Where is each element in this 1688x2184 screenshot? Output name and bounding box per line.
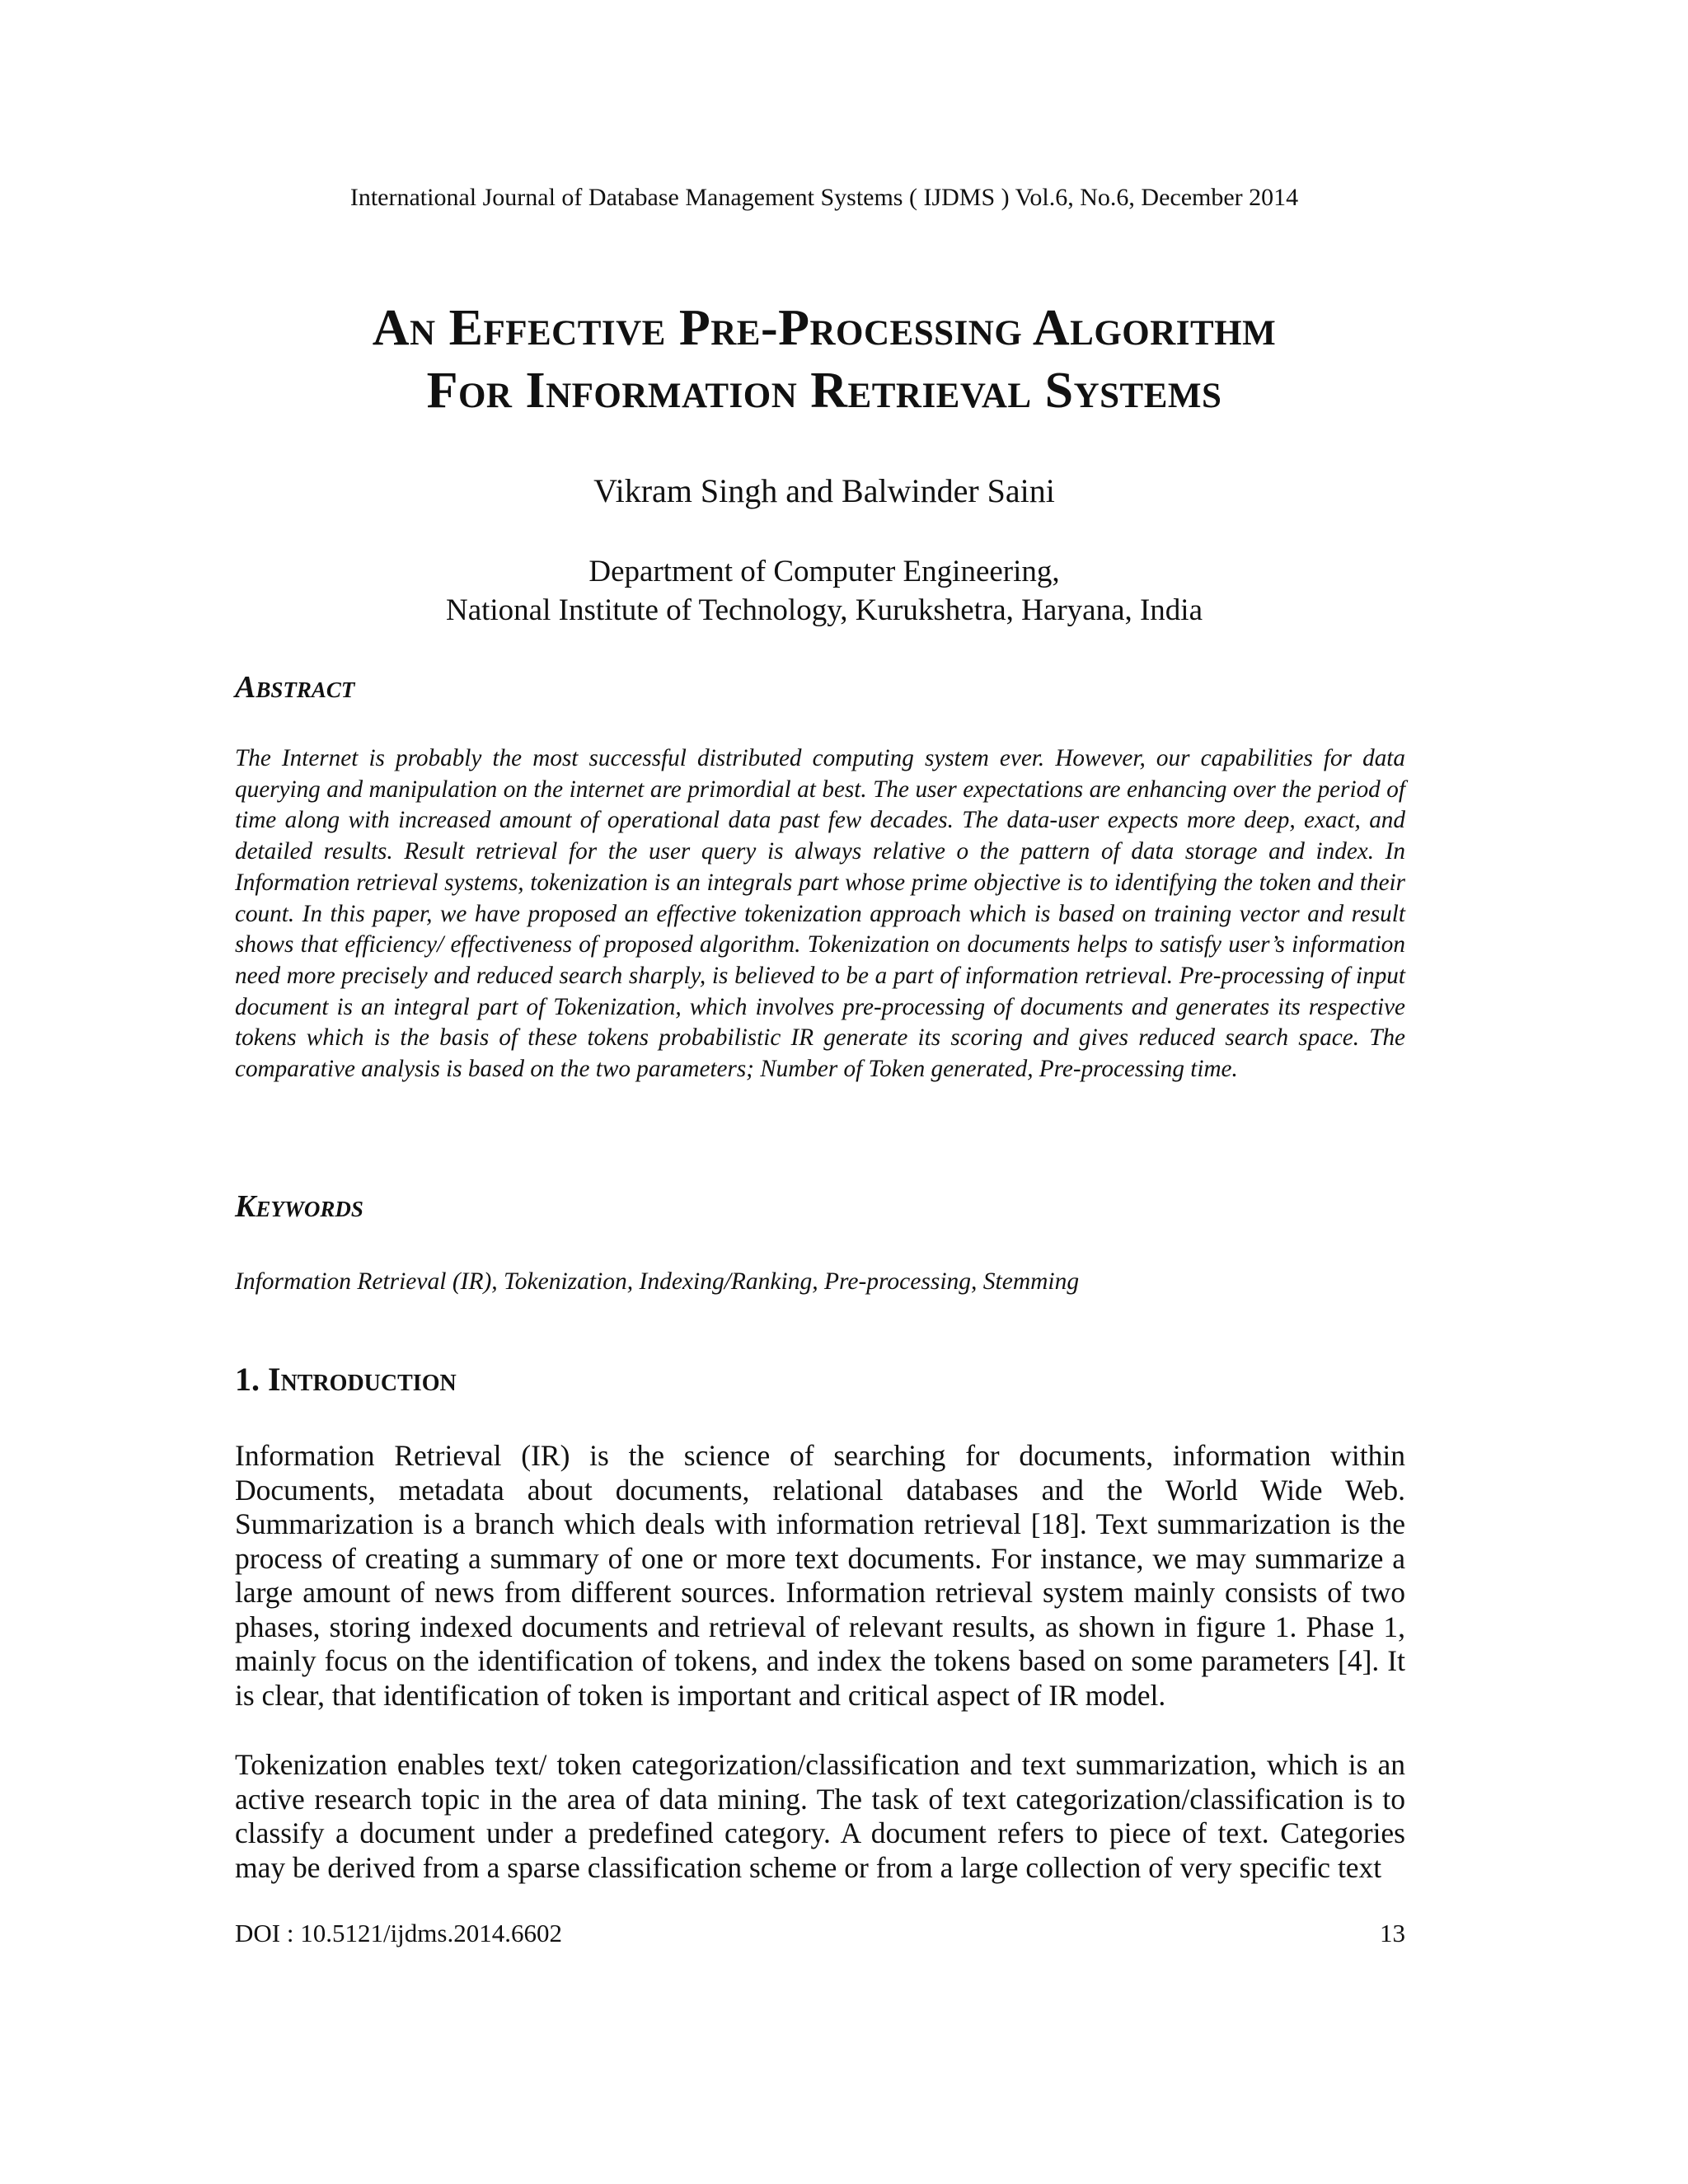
introduction-heading: 1. Introduction — [235, 1361, 457, 1398]
introduction-paragraph-1: Information Retrieval (IR) is the science of searching for documents, information within Documents, metadata about documents, relational databases and the World Wide Web. Summarization is a branch which deals with information retrieval [18]. Text summarization is the process of creating a summary of one or more text documents. For instance, we may summarize a large amount of news from different sources. Information retrieval system mainly consists of two phases, storing indexed documents and retrieval of relevant results, as shown in figure 1. Phase 1, mainly focus on the identification of tokens, and index the tokens based on some parameters [4]. It is clear, that identification of token is important and critical aspect of IR model. — [235, 1439, 1405, 1712]
affiliation — [0, 552, 1648, 630]
running-header: International Journal of Database Management Systems ( IJDMS ) Vol.6, No.6, December 2014 — [349, 184, 1299, 211]
introduction-paragraph-2: Tokenization enables text/ token categorization/classification and text summarization, which is an active research topic in the area of data mining. The task of text categorization/classification is to classify a document under a predefined category. A document refers to piece of text. Categories may be derived from a sparse classification scheme or from a large collection of very specific text — [235, 1748, 1405, 1884]
paper-title-line-1: An Effective Pre-Processing Algorithm — [372, 300, 1277, 356]
affiliation-department: Department of Computer Engineering, — [588, 555, 1060, 588]
keywords-heading: Keywords — [235, 1189, 363, 1224]
abstract-text: The Internet is probably the most successful distributed computing system ever. However, our capabilities for data querying and manipulation on the internet are primordial at best. The user expectations are enhancing over the period of time along with increased amount of operational data past few decades. The data-user expects more deep, exact, and detailed results. Result retrieval for the user query is always relative o the pattern of data storage and index. In Information retrieval systems, tokenization is an integrals part whose prime objective is to identifying the token and their count. In this paper, we have proposed an effective tokenization approach which is based on training vector and result shows that efficiency/ effectiveness of proposed algorithm. Tokenization on documents helps to satisfy user’s information need more precisely and reduced search sharply, is believed to be a part of information retrieval. Pre-processing of input document is an integral part of Tokenization, which involves pre-processing of documents and generates its respective tokens which is the basis of these tokens probabilistic IR generate its scoring and gives reduced search space. The comparative analysis is based on the two parameters; Number of Token generated, Pre-processing time. — [235, 745, 1405, 1083]
paper-title-line-2: For Information Retrieval Systems — [426, 363, 1222, 419]
page-number: 13 — [1380, 1919, 1405, 1947]
abstract-heading: Abstract — [235, 670, 355, 705]
authors: Vikram Singh and Balwinder Saini — [593, 472, 1055, 509]
paper-title — [0, 297, 1648, 422]
affiliation-institute: National Institute of Technology, Kurukshetra, Haryana, India — [445, 593, 1203, 627]
footer-doi: DOI : 10.5121/ijdms.2014.6602 — [235, 1919, 562, 1947]
keywords-text: Information Retrieval (IR), Tokenization, Indexing/Ranking, Pre-processing, Stemming — [235, 1268, 1080, 1295]
